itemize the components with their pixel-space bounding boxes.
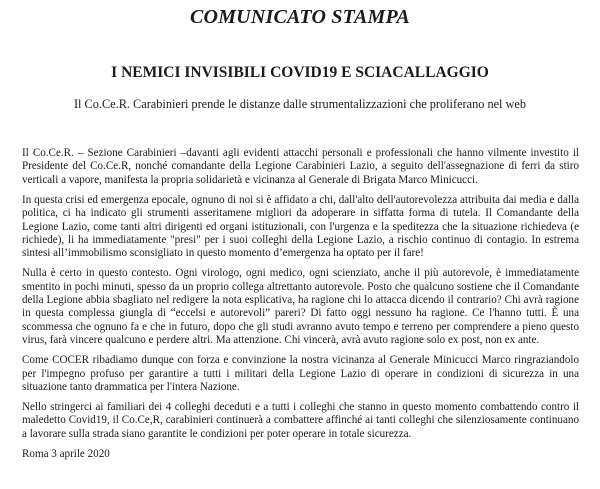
document-lead: Il Co.Ce.R. Carabinieri prende le distanze dalle strumentalizzazioni che proliferano nel web xyxy=(73,97,527,111)
document-body xyxy=(22,147,579,468)
paragraph: Come COCER ribadiamo dunque con forza e convinzione la nostra vicinanza al Generale Minicucci Marco ringraziandolo per l'impegno profuso per garantire a tutti i militari della Legione Lazio di operare in condizioni di sicurezza in una situazione tanto drammatica per l'intera Nazione. xyxy=(22,354,579,393)
document-subtitle: I NEMICI INVISIBILI COVID19 E SCIACALLAGGIO xyxy=(111,64,489,81)
paragraph: Nulla è certo in questo contesto. Ogni virologo, ogni medico, ogni scienziato, anche il più autorevole, è immediatamente smentito in pochi minuti, spesso da un proprio collega altrettanto autorevole. Posto che qualcuno sostiene che il Comandante della Legione abbia sbagliato nel redigere la nota esplicativa, ha ragione chi lo attacca dicendo il contrario? Chi avrà ragione in questa complessa giungla di “eccelsi e autorevoli” pareri? Di fatto oggi nessuno ha ragione. Ce l'hanno tutti. È una scommessa che ognuno fa e che in futuro, dopo che gli studi avranno avuto tempo e terreno per comprendere a pieno questo virus, farà vincere qualcuno e perdere altri. Ma attenzione. Chi vincerà, avrà avuto ragione solo ex post, non ex ante. xyxy=(22,267,579,347)
paragraph: Nello stringerci ai familiari dei 4 colleghi deceduti e a tutti i colleghi che stanno in questo momento combattendo contro il maledetto Covid19, il Co.Ce,R, carabinieri continuerà a combattere affinché ai tanti colleghi che silenziosamente continuano a lavorare sulla strada siano garantite le condizioni per poter operare in totale sicurezza. xyxy=(22,400,579,440)
paragraph: In questa crisi ed emergenza epocale, ognuno di noi si è affidato a chi, dall'alto dell'autorevolezza attribuita dai media e dalla politica, ci ha indicato gli strumenti asseritamene migliori da adoperare in siffatta forma di tutela. Il Comandante della Legione Lazio, come tanti altri dirigenti ed organi istituzionali, con l'urgenza e la speditezza che la situazione richiedeva (e richiede), li ha immediatamente "presi" per i suoi colleghi della Legione Lazio, a rischio continuo di contagio. In estrema sintesi all’immobilismo sconsigliato in questo momento d’emergenza ha optato per il fare! xyxy=(22,193,579,260)
dateline: Roma 3 aprile 2020 xyxy=(22,447,110,460)
document-title: COMUNICATO STAMPA xyxy=(190,6,410,28)
paragraph: Il Co.Ce.R. – Sezione Carabinieri –davanti agli evidenti attacchi personali e professionali che hanno vilmente investito il Presidente del Co.Ce.R, nonché comandante della Legione Carabinieri Lazio, a seguito dell'assegnazione di ferri da stiro verticali a vapore, manifesta la propria solidarietà e vicinanza al Generale di Brigata Marco Minicucci. xyxy=(22,147,579,186)
